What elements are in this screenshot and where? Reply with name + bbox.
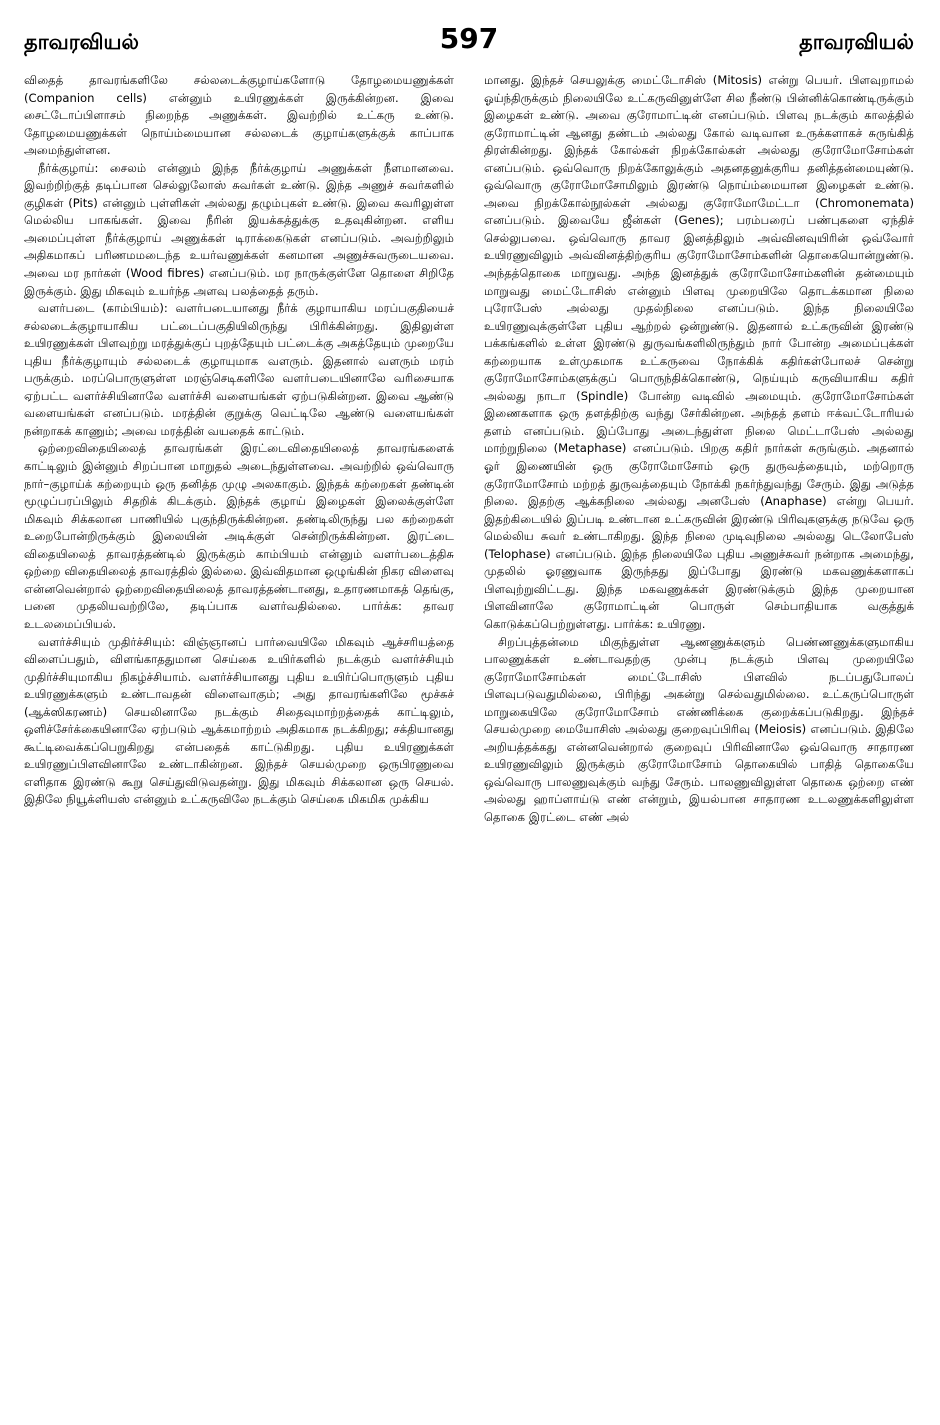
paragraph-xylem: நீர்க்குழாய்: சைலம் என்னும் இந்த நீர்க்குழாய் அணுக்கள் நீளமானவை. இவற்றிற்குத் தடிப்பான செல்லுலோஸ் சுவர்கள் உண்டு. இந்த அணுச் சுவர்களில் குழிகள் (Pits) என்னும் புள்ளிகள் அல்லது தழும்புகள் உண்டு. இவை சுவரிலுள்ள மெல்லிய பாகங்கள். இவை நீரின் இயக்கத்துக்கு உதவுகின்றன. எளிய அமைப்புள்ள நீர்க்குழாய் அணுக்கள் டிராக்கைடுகள் எனப்படும். அவற்றிலும் அதிகமாகப் பரிணமமடைந்த உயர்வணுக்கள் கனமான அணுச்சுவருடையவை. அவை மர நார்கள் (Wood fibres) எனப்படும். மர நாருக்குள்ளே தொளை சிறிதே இருக்கும். இது மிகவும் உயர்ந்த அளவு பலத்தைத் தரும். (24, 160, 454, 298)
page (24, 18, 914, 1408)
paragraph-meiosis: சிறப்புத்தன்மை மிகுந்துள்ள ஆணணுக்களும் பெண்ணணுக்களுமாகிய பாலணுக்கள் உண்டாவதற்கு முன்பு நடக்கும் பிளவு முறையிலே குரோமோசோம்கள் மைட்டோசிஸ் பிளவில் நடப்பதுபோலப் பிளவுபடுவதுமில்லை, பிரிந்து அகன்று செல்வதுமில்லை. உட்கருப்பொருள் மாறுகையிலே குரோமோசோம் எண்ணிக்கை குறைக்கப்படுகிறது. இந்தச் செயல்முறை மையோசிஸ் அல்லது குறைவுப்பிரிவு (Meiosis) எனப்படும். இதிலே அறியத்தக்கது என்னவென்றால் குறைவுப் பிரிவினாலே ஒவ்வொரு சாதாரண உயிரணுவிலும் இருக்கும் குரோமோசோம் தொகையில் பாதித் தொகையே ஒவ்வொரு பாலணுவுக்கும் வந்து சேரும். பாலணுவிலுள்ள தொகை ஒற்றை எண் அல்லது ஹாப்ளாய்டு எண் என்றும், இயல்பான சாதாரண உடலணுக்களிலுள்ள தொகை இரட்டை எண் அல் (484, 634, 914, 824)
paragraph-growth: வளர்ச்சியும் முதிர்ச்சியும்: விஞ்ஞானப் பார்வையிலே மிகவும் ஆச்சரியத்தை விளைப்பதும், விளங்காததுமான செய்கை உயிர்களில் நடக்கும் வளர்ச்சியும் முதிர்ச்சியுமாகிய நிகழ்ச்சியாம். வளர்ச்சியானது புதிய உயிர்ப்பொருளும் புதிய உயிரணுக்களும் உண்டாவதன் விளைவாகும்; அது தாவரங்களிலே மூச்சுச் (ஆக்ஸிகரணம்) செயலினாலே நடக்கும் சிதைவுமாற்றத்தைக் காட்டிலும், ஒளிச்சேர்க்கையினாலே ஏற்படும் ஆக்கமாற்றம் அதிகமாக நடக்கிறது; சக்தியானது கூட்டிவைக்கப்பெறுகிறது என்பதைக் காட்டுகிறது. புதிய உயிரணுக்கள் உயிரணுப்பிளவினாலே உண்டாகின்றன. இந்தச் செயல்முறை ஒருபிரணுவை எளிதாக இரண்டு கூறு செய்துவிடுவதன்று. இது மிகவும் சிக்கலான ஒரு செயல். இதிலே நியூக்ளியஸ் என்னும் உட்கருவிலே நடக்கும் செய்கை மிகமிக முக்கிய (24, 634, 454, 807)
page-number: 597 (439, 22, 499, 55)
paragraph-monocots: ஒற்றைவிதையிலைத் தாவரங்கள் இரட்டைவிதையிலைத் தாவரங்களைக் காட்டிலும் இன்னும் சிறப்பான மாறுதல் அடைந்துள்ளவை. அவற்றில் ஒவ்வொரு நார்–குழாய்க் கற்றையும் ஒரு தனித்த முழு அலகாகும். இந்தக் கற்றைகள் தண்டின் மூழுப்பரப்பிலும் சிதறிக் கிடக்கும். இந்தக் குழாய் இழைகள் இலைக்குள்ளே மிகவும் சிக்கலான பாணியில் புகுந்திருக்கின்றன. தண்டிலிருந்து பல கற்றைகள் உறைபோன்றிருக்கும் இலையின் அடிக்குள் சென்றிருக்கின்றன. இரட்டை விதையிலைத் தாவரத்தண்டில் இருக்கும் காம்பியம் என்னும் வளர்படைத்திசு ஒற்றை விதையிலைத் தாவரத்தில் இல்லை. இவ்விதமான ஒழுங்கின் நிகர விளைவு என்னவென்றால் ஒற்றைவிதையிலைத் தாவரத்தண்டானது, உதாரணமாகத் தெங்கு, பனை முதலியவற்றிலே, தடிப்பாக வளர்வதில்லை. பார்க்க: தாவர உடலமைப்பியல். (24, 441, 454, 631)
running-header (24, 18, 914, 62)
left-column (24, 72, 454, 1402)
header-title-right: தாவரவியல் (799, 30, 914, 54)
paragraph-companion-cells: விதைத் தாவரங்களிலே சல்லடைக்குழாய்களோடு தோழமையணுக்கள் (Companion cells) என்னும் உயிரணுக்கள் இருக்கின்றன. இவை சைட்டோப்பிளாசம் நிறைந்த அணுக்கள். இவற்றில் உட்கரு உண்டு. தோழமையணுக்கள் நொய்ம்மையான சல்லடைக் குழாய்களுக்குக் காப்பாக அமைந்துள்ளன. (24, 73, 454, 158)
right-column (484, 72, 914, 1402)
paragraph-cambium: வளர்படை (காம்பியம்): வளர்படையானது நீர்க் குழாயாகிய மரப்பகுதியைச் சல்லடைக்குழாயாகிய பட்டைப்பகுதியிலிருந்து பிரிக்கின்றது. இதிலுள்ள உயிரணுக்கள் பிளவுற்று மரத்துக்குப் புறத்தேயும் பட்டைக்கு அகத்தேயும் முறையே புதிய நீர்க்குழாயும் சல்லடைக் குழாயுமாக வளரும். இதனால் வளரும் மரம் பருக்கும். மரப்பொருளுள்ள மரஞ்செடிகளிலே வளர்படையினாலே வரிசையாக ஏற்பட்ட வளர்ச்சியினாலே வளர்ச்சி வளையங்கள் ஏற்படுகின்றன. இவை ஆண்டு வளையங்கள் எனப்படும். மரத்தின் குறுக்கு வெட்டிலே ஆண்டு வளையங்கள் நன்றாகக் காணும்; அவை மரத்தின் வயதைக் காட்டும். (24, 301, 454, 438)
header-title-left: தாவரவியல் (24, 30, 139, 54)
paragraph-mitosis: மானது. இந்தச் செயலுக்கு மைட்டோசிஸ் (Mitosis) என்று பெயர். பிளவுறாமல் ஓய்ந்திருக்கும் நிலையிலே உட்கருவினுள்ளே சில நீண்டு பின்னிக்கொண்டிருக்கும் இழைகள் உண்டு. அவை குரோமாட்டின் எனப்படும். பிளவு நடக்கும் காலத்தில் குரோமாட்டின் ஆனது தண்டம் அல்லது கோல் வடிவான உருக்களாகச் சுருங்கித் திரள்கின்றது. இந்தக் கோல்கள் நிறக்கோல்கள் அல்லது குரோமோசோம்கள் எனப்படும். ஒவ்வொரு நிறக்கோலுக்கும் அதனதனுக்குரிய தனித்தன்மையுண்டு. ஒவ்வொரு குரோமோசோமிலும் இரண்டு நொய்ம்மையான இழைகள் உண்டு. அவை நிறக்கோல்நூல்கள் அல்லது குரோமோமேட்டா (Chromonemata) எனப்படும். இவையே ஜீன்கள் (Genes); பரம்பரைப் பண்புகளை ஏந்திச் செல்லுபவை. ஒவ்வொரு தாவர இனத்திலும் அவ்வினவுயிரின் ஒவ்வோர் உயிரணுவிலும் அவ்வினத்திற்குரிய குரோமோசோம்களின் தொகையொன்றுண்டு. அந்தத்தொகை மாறுவது. அந்த இனத்துக் குரோமோசோம்களின் தன்மையும் மாறுவது மைட்டோசிஸ் என்னும் பிளவு முறையிலே தொடக்கமான நிலை புரோபேஸ் அல்லது முதல்நிலை எனப்படும். இந்த நிலையிலே உயிரணுவுக்குள்ளே புதிய ஆற்றல் ஒன்றுண்டு. இதனால் உட்கருவின் இரண்டு பக்கங்களில் உள்ள இரண்டு துருவங்களிலிருந்தும் நார் போன்ற அமைப்புக்கள் கற்றையாக உள்முகமாக உட்கருவை நோக்கிக் கதிர்கள்போலச் சென்று குரோமோசோம்களுக்குப் பொருந்திக்கொண்டு, நெய்யும் கருவியாகிய கதிர் அல்லது நாடா (Spindle) போன்ற வடிவில் அமையும். குரோமோசோம்கள் இணைகளாக ஒரு தளத்திற்கு வந்து சேர்கின்றன. அந்தத் தளம் ஈக்வட்டோரியல் தளம் எனப்படும். இப்போது அடைந்துள்ள நிலை மெட்டாபேஸ் அல்லது மாற்றுநிலை (Metaphase) எனப்படும். பிறகு கதிர் நார்கள் சுருங்கும். அதனால் ஓர் இணையின் ஒரு குரோமோசோம் ஒரு துருவத்தையும், மற்றொரு குரோமோசோம் மற்றத் துருவத்தையும் நோக்கி நகர்ந்துவந்து சேரும். இது அடுத்த நிலை. இதற்கு ஆக்கநிலை அல்லது அனபேஸ் (Anaphase) என்று பெயர். இதற்கிடையில் இப்படி உண்டான உட்கருவின் இரண்டு பிரிவுகளுக்கு நடுவே ஒரு மெல்லிய சுவர் உண்டாகிறது. இந்த நிலை முடிவுநிலை அல்லது டெலோபேஸ் (Telophase) எனப்படும். இந்த நிலையிலே புதிய அணுச்சுவர் நன்றாக அமைந்து, முதலில் ஓரணுவாக இருந்தது இப்போது இரண்டு மகவணுக்களாகப் பிளவுற்றுவிட்டது. இந்த மகவணுக்கள் இரண்டுக்கும் இந்த முறையான பிளவினாலே குரோமாட்டின் பொருள் செம்பாதியாக வகுத்துக் கொடுக்கப்பெற்றுள்ளது. பார்க்க: உயிரணு. (484, 73, 914, 631)
